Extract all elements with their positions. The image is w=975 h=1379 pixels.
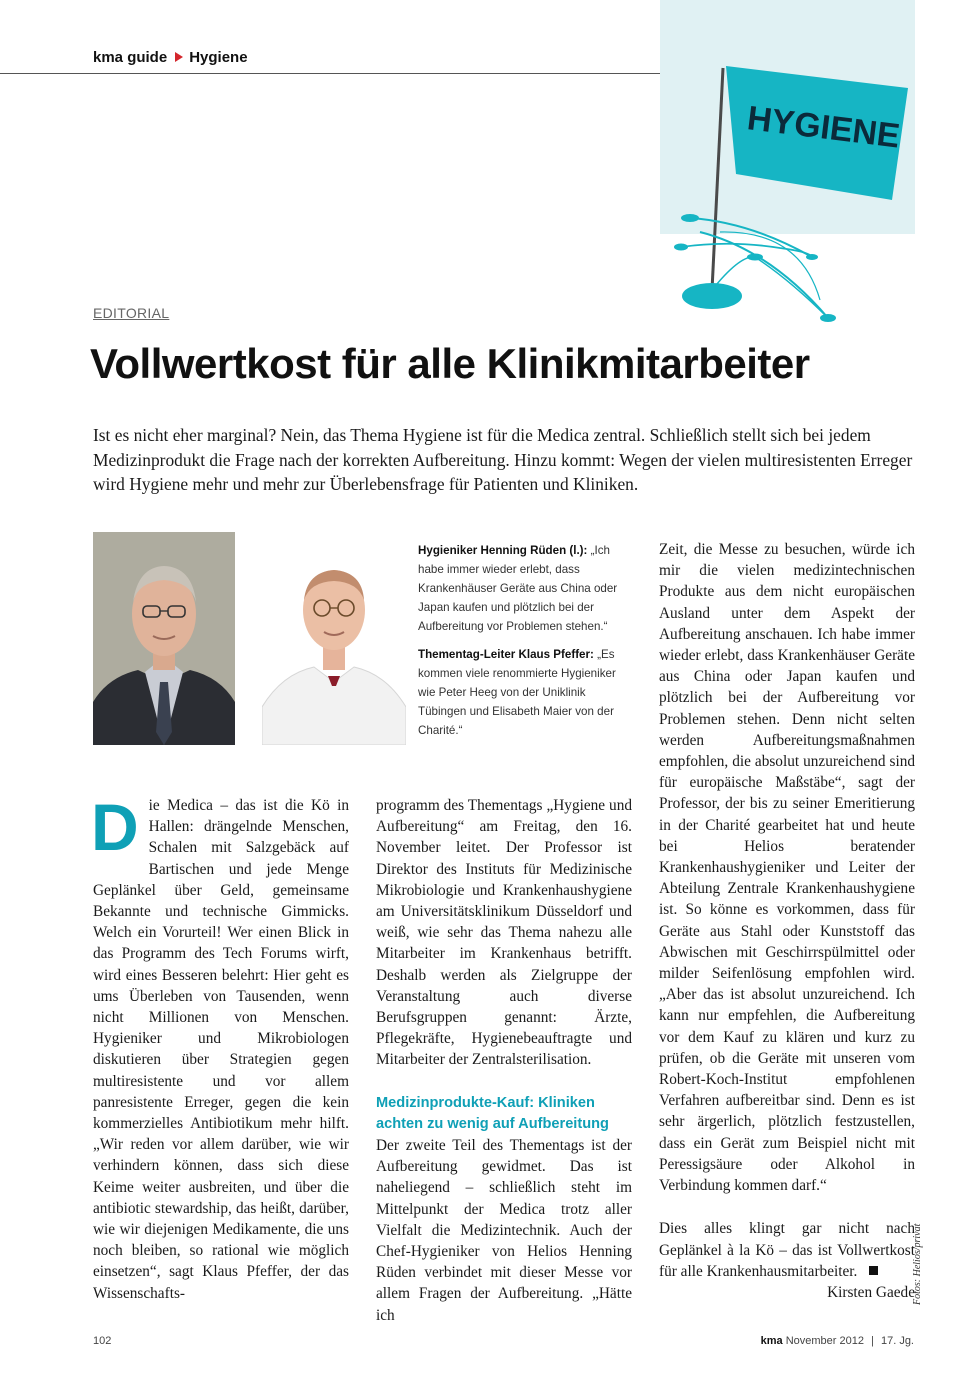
hygiene-flag-icon — [660, 0, 915, 330]
closing-paragraph — [659, 1218, 915, 1282]
footer-separator: | — [871, 1335, 874, 1347]
caption-pfeffer — [418, 645, 636, 740]
body-column-2 — [376, 795, 632, 1326]
header-rule — [0, 73, 660, 74]
footer-issue-info — [761, 1335, 914, 1347]
body-paragraph: ie Medica – das ist die Kö in Hallen: drängelnde Menschen, Schalen mit Salzgebäck auf Bartischen und jede Menge Geplänkel über Geld, gemeinsame Bekannte und technische Gimmicks. Welch ein Vorurteil! Wer einen Blick in das Programm des Tech Forums wirft, wird eines Besseren belehrt: Hier geht es ums Überleben von Tausenden, wenn nicht Millionen von Menschen. Hygieniker und Mikrobiologen diskutieren über Strategien gegen multiresistente und vor allem panresistente Erreger, gegen die kein kommerzielles Antibiotikum mehr hilft. „Wir reden vor allem darüber, wie wir verhindern können, dass sich diese Keime weiter ausbreiten, und über die antibiotic stewardship, das heißt, darüber, wie wir diejenigen Medikamente, die uns noch bleiben, so rational wie möglich einsetzen“, sagt Klaus Pfeffer, der das Wissenschafts- — [93, 797, 349, 1302]
body-column-1 — [91, 790, 349, 1304]
page-number: 102 — [93, 1335, 112, 1347]
headline: Vollwertkost für alle Klinikmitarbeiter — [90, 340, 810, 387]
author-line — [659, 1282, 915, 1303]
closing-text: Dies alles klingt gar nicht nach Geplänkel à la Kö – das ist Vollwertkost für alle Krankenhausmitarbeiter. — [659, 1220, 915, 1280]
photo-credit: Fotos: Helios/privat — [912, 1223, 923, 1305]
author-name: Kirsten Gaede — [827, 1283, 915, 1301]
caption-name: Hygieniker Henning Rüden (l.): — [418, 544, 588, 557]
drop-cap: D — [91, 790, 139, 864]
end-mark-icon — [869, 1266, 878, 1275]
body-column-3 — [659, 539, 915, 1303]
photo-captions — [418, 541, 636, 749]
portrait-henning-rueden — [93, 532, 235, 745]
caption-quote: „Ich habe immer wieder erlebt, dass Krankenhäuser Geräte aus China oder Japan kaufen und plötzlich bei der Aufbereitung vor Problemen stehen.“ — [418, 544, 618, 633]
body-paragraph: programm des Thementags „Hygiene und Aufbereitung“ am Freitag, den 16. November leitet. Der Professor ist Direktor des Instituts für Medizinische Mikrobiologie und Krankenhaushygiene am Universitätsklinikum Düsseldorf und weiß, wie sehr das Thema nahezu alle Mitarbeiter im Krankenhaus betrifft. Deshalb werden als Zielgruppe der Veranstaltung auch diverse Berufsgruppen genannt: Ärzte, Pflegekräfte, Hygienebeauftragte und Mitarbeiter der Zentralsterilisation. — [376, 797, 632, 1069]
section-label: EDITORIAL — [93, 305, 170, 321]
volume: 17. Jg. — [880, 1335, 914, 1347]
body-paragraph: Der zweite Teil des Thementags ist der Aufbereitung gewidmet. Das ist naheliegend – schließlich steht im Mittelpunkt der Medica trotz aller Vielfalt die Medizintechnik. Auch der Chef-Hygieniker von Helios Henning Rüden verbindet mit dieser Messe vor allem Fragen der Aufbereitung. „Hätte ich — [376, 1137, 632, 1324]
caption-rueden — [418, 541, 636, 636]
issue-date: November 2012 — [785, 1335, 864, 1347]
caption-name: Thementag-Leiter Klaus Pfeffer: — [418, 648, 594, 661]
publication-logo: kma — [760, 1335, 783, 1347]
breadcrumb-topic: Hygiene — [189, 49, 248, 66]
subheading: Medizinprodukte-Kauf: Kliniken achten zu wenig auf Aufbereitung — [376, 1094, 609, 1132]
portrait-klaus-pfeffer — [262, 532, 406, 745]
breadcrumb-section: kma guide — [93, 49, 168, 66]
caption-quote: „Es kommen viele renommierte Hygieniker wie Peter Heeg von der Uniklinik Tübingen und Elisabeth Maier von der Charité.“ — [418, 648, 616, 737]
body-paragraph: Zeit, die Messe zu besuchen, würde ich mir die vielen medizintechnischen Produkte aus dem nicht europäischen Ausland unter dem Aspekt der Aufbereitung anschauen. Ich habe immer wieder erlebt, dass Krankenhäuser Geräte aus China oder Japan kaufen und plötzlich bei der Aufbereitung vor Problemen stehen. Denn nicht selten werden Aufbereitungsmaßnahmen empfohlen, die absolut unzureichend sind für europäische Maßstäbe“, sagt der Professor, der bis zu seiner Emeritierung in der Charité gearbeitet hat und heute bei Helios beratender Krankenhaushygieniker und Leiter der Abteilung Zentrale Krankenhaushygiene ist. So könne es vorkommen, dass für Geräte aus Stahl oder Kunststoff das Abwischen mit Geschirrspülmittel oder milder Seifenlösung empfohlen wird. „Aber das ist absolut unzureichend. Ich kann nur empfehlen, die Aufbereitung vor dem Kauf zu klären und kurz zu prüfen, ob die Geräte mit unseren vom Robert-Koch-Institut empfohlenen Verfahren aufbereitbar sind. Denn es ist sehr ärgerlich, plötzlich festzustellen, dass ein Gerät zum Beispiel nicht mit Peressigsäure oder Alkohol in Verbindung kommen darf.“ — [659, 541, 915, 1195]
arrow-right-icon — [175, 52, 183, 62]
lead-paragraph: Ist es nicht eher marginal? Nein, das Thema Hygiene ist für die Medica zentral. Schließlich stellt sich bei jedem Medizinprodukt die Frage nach der korrekten Aufbereitung. Hinzu kommt: Wegen der vielen multiresistenten Erreger wird Hygiene mehr und mehr zur Überlebensfrage für Patienten und Kliniken. — [93, 425, 913, 494]
flag-label: HYGIENE — [745, 99, 902, 156]
breadcrumb — [93, 49, 248, 66]
